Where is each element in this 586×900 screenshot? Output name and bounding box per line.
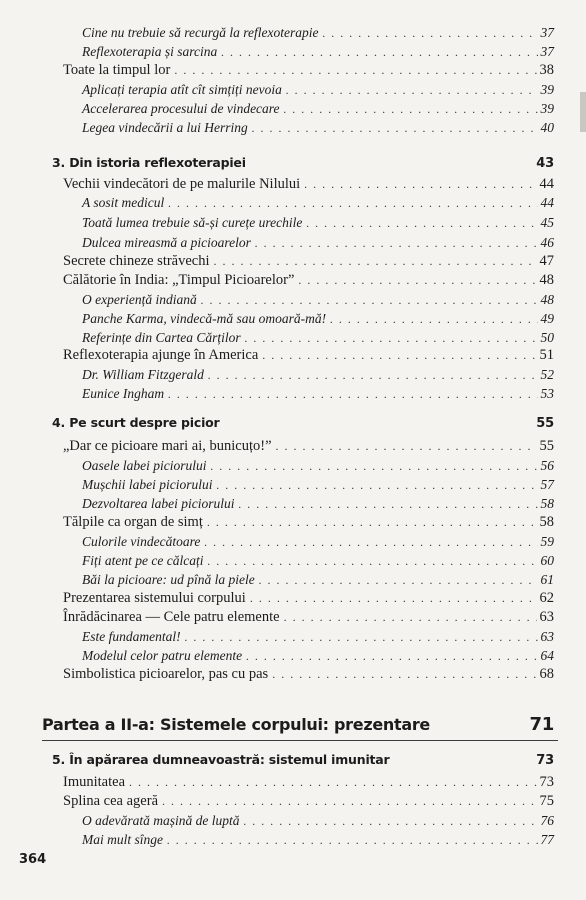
entry-title: Accelerarea procesului de vindecare — [82, 101, 280, 116]
toc-entry — [82, 215, 554, 231]
dot-leader — [284, 610, 537, 625]
chapter-title: 5. În apărarea dumneavoastră: sistemul imunitar — [52, 752, 390, 767]
entry-title: Eunice Ingham — [82, 386, 165, 401]
entry-page: 51 — [539, 347, 554, 363]
entry-title: A sosit medicul — [82, 195, 165, 210]
dot-leader — [286, 83, 538, 98]
page-number: 364 — [19, 852, 47, 867]
dot-leader — [276, 439, 537, 454]
entry-page: 59 — [540, 534, 554, 549]
entry-title: Dulcea mireasmă a picioarelor — [82, 235, 251, 250]
toc-entry — [82, 496, 554, 512]
entry-page: 61 — [540, 572, 554, 587]
entry-title: Călătorie în India: „Timpul Picioarelor” — [63, 272, 295, 288]
entry-page: 73 — [539, 774, 554, 790]
entry-page: 57 — [540, 477, 554, 492]
toc-entry — [63, 793, 554, 810]
entry-title: Înrădăcinarea — Cele patru elemente — [63, 609, 280, 625]
chapter-title: 4. Pe scurt despre picior — [52, 415, 220, 430]
toc-entry — [63, 438, 554, 455]
entry-page: 52 — [540, 367, 554, 382]
entry-title: Vechii vindecători de pe malurile Nilului — [63, 176, 301, 192]
entry-page: 39 — [540, 82, 554, 97]
dot-leader — [306, 216, 537, 231]
entry-title: Oasele labei piciorului — [82, 458, 207, 473]
entry-title: Mușchii labei piciorului — [82, 477, 213, 492]
entry-page: 50 — [540, 330, 554, 345]
toc-entry — [82, 292, 554, 308]
entry-page: 60 — [540, 553, 554, 568]
toc-entry — [82, 572, 554, 588]
entry-page: 63 — [539, 609, 554, 625]
chapter-page: 43 — [536, 156, 554, 171]
entry-page: 37 — [540, 44, 554, 59]
toc-entry — [82, 629, 554, 645]
entry-page: 56 — [540, 458, 554, 473]
entry-title: Aplicați terapia atît cît simțiți nevoia — [82, 82, 282, 97]
entry-title: Prezentarea sistemului corpului — [63, 590, 246, 606]
toc-entry — [82, 330, 554, 346]
toc-entry — [82, 235, 554, 251]
toc-entry — [63, 774, 554, 791]
dot-leader — [304, 177, 536, 192]
toc-entry — [63, 666, 554, 683]
toc-entry — [82, 311, 554, 327]
toc-entry — [82, 25, 554, 41]
part-title: Partea a II-a: Sistemele corpului: prezentare — [42, 715, 430, 734]
entry-title: O experiență indiană — [82, 292, 197, 307]
entry-title: Dr. William Fitzgerald — [82, 367, 204, 382]
dot-leader — [129, 775, 536, 790]
entry-title: Secrete chineze străvechi — [63, 253, 210, 269]
toc-entry — [63, 62, 554, 79]
entry-title: Panche Karma, vindecă-mă sau omoară-mă! — [82, 311, 327, 326]
entry-page: 40 — [540, 120, 554, 135]
chapter-heading — [52, 155, 554, 171]
entry-page: 62 — [539, 590, 554, 606]
dot-leader — [322, 26, 537, 41]
entry-page: 76 — [540, 813, 554, 828]
dot-leader — [272, 667, 536, 682]
entry-title: Referințe din Cartea Cărților — [82, 330, 241, 345]
dot-leader — [259, 573, 538, 588]
dot-leader — [284, 102, 538, 117]
entry-title: O adevărată mașină de luptă — [82, 813, 240, 828]
toc-entry — [63, 514, 554, 531]
dot-leader — [262, 348, 536, 363]
toc-entry — [63, 253, 554, 270]
entry-title: Splina cea ageră — [63, 793, 159, 809]
toc-entry — [82, 386, 554, 402]
entry-title: Este fundamental! — [82, 629, 181, 644]
entry-page: 44 — [540, 195, 554, 210]
entry-page: 47 — [539, 253, 554, 269]
entry-page: 45 — [540, 215, 554, 230]
entry-page: 58 — [540, 496, 554, 511]
entry-title: Legea vindecării a lui Herring — [82, 120, 248, 135]
divider — [42, 740, 558, 741]
dot-leader — [201, 293, 538, 308]
dot-leader — [207, 515, 537, 530]
entry-page: 38 — [539, 62, 554, 78]
dot-leader — [185, 630, 538, 645]
entry-title: Reflexoterapia și sarcina — [82, 44, 218, 59]
entry-title: Toată lumea trebuie să-și curețe urechile — [82, 215, 303, 230]
toc-entry — [82, 367, 554, 383]
dot-leader — [246, 649, 537, 664]
dot-leader — [245, 331, 538, 346]
dot-leader — [162, 794, 536, 809]
toc-entry — [82, 813, 554, 829]
entry-page: 58 — [539, 514, 554, 530]
entry-title: Toate la timpul lor — [63, 62, 171, 78]
toc-entry — [82, 44, 554, 60]
toc-entry — [82, 458, 554, 474]
entry-title: Tălpile ca organ de simț — [63, 514, 203, 530]
entry-page: 53 — [540, 386, 554, 401]
entry-page: 48 — [540, 292, 554, 307]
dot-leader — [244, 814, 538, 829]
dot-leader — [217, 478, 538, 493]
toc-entry — [82, 195, 554, 211]
toc-entry — [82, 648, 554, 664]
chapter-page: 73 — [536, 753, 554, 768]
dot-leader — [221, 45, 537, 60]
entry-title: Băi la picioare: ud pînă la piele — [82, 572, 255, 587]
entry-title: Modelul celor patru elemente — [82, 648, 243, 663]
dot-leader — [207, 554, 537, 569]
dot-leader — [330, 312, 537, 327]
toc-entry — [82, 832, 554, 848]
entry-title: Dezvoltarea labei piciorului — [82, 496, 235, 511]
chapter-heading — [52, 415, 554, 431]
entry-page: 39 — [540, 101, 554, 116]
dot-leader — [174, 63, 536, 78]
dot-leader — [208, 368, 538, 383]
toc-entry — [82, 553, 554, 569]
entry-title: Cine nu trebuie să recurgă la reflexoterapie — [82, 25, 319, 40]
toc-entry — [63, 176, 554, 193]
entry-page: 44 — [539, 176, 554, 192]
toc-entry — [82, 120, 554, 136]
dot-leader — [204, 535, 537, 550]
dot-leader — [298, 273, 536, 288]
entry-page: 48 — [539, 272, 554, 288]
dot-leader — [250, 591, 537, 606]
dot-leader — [168, 196, 537, 211]
toc-entry — [63, 590, 554, 607]
entry-page: 37 — [540, 25, 554, 40]
entry-page: 49 — [540, 311, 554, 326]
dot-leader — [168, 387, 537, 402]
entry-title: Mai mult sînge — [82, 832, 163, 847]
entry-page: 77 — [540, 832, 554, 847]
chapter-title: 3. Din istoria reflexoterapiei — [52, 155, 246, 170]
dot-leader — [255, 236, 538, 251]
entry-title: Reflexoterapia ajunge în America — [63, 347, 259, 363]
toc-entry — [82, 534, 554, 550]
dot-leader — [252, 121, 538, 136]
entry-page: 46 — [540, 235, 554, 250]
entry-page: 68 — [539, 666, 554, 682]
chapter-page: 55 — [536, 416, 554, 431]
entry-title: Fiți atent pe ce călcați — [82, 553, 204, 568]
toc-entry — [63, 347, 554, 364]
dot-leader — [214, 254, 537, 269]
chapter-heading — [52, 752, 554, 768]
entry-title: „Dar ce picioare mari ai, bunicuțo!” — [63, 438, 272, 454]
part-page: 71 — [529, 714, 554, 735]
toc-entry — [82, 82, 554, 98]
toc-entry — [63, 272, 554, 289]
entry-title: Culorile vindecătoare — [82, 534, 201, 549]
entry-title: Simbolistica picioarelor, pas cu pas — [63, 666, 269, 682]
dot-leader — [238, 497, 537, 512]
toc-entry — [82, 101, 554, 117]
page-edge-shadow — [580, 92, 586, 132]
entry-title: Imunitatea — [63, 774, 126, 790]
entry-page: 64 — [540, 648, 554, 663]
dot-leader — [167, 833, 538, 848]
entry-page: 63 — [540, 629, 554, 644]
toc-entry — [63, 609, 554, 626]
dot-leader — [210, 459, 537, 474]
toc-entry — [82, 477, 554, 493]
part-heading — [42, 714, 554, 735]
entry-page: 75 — [539, 793, 554, 809]
entry-page: 55 — [539, 438, 554, 454]
